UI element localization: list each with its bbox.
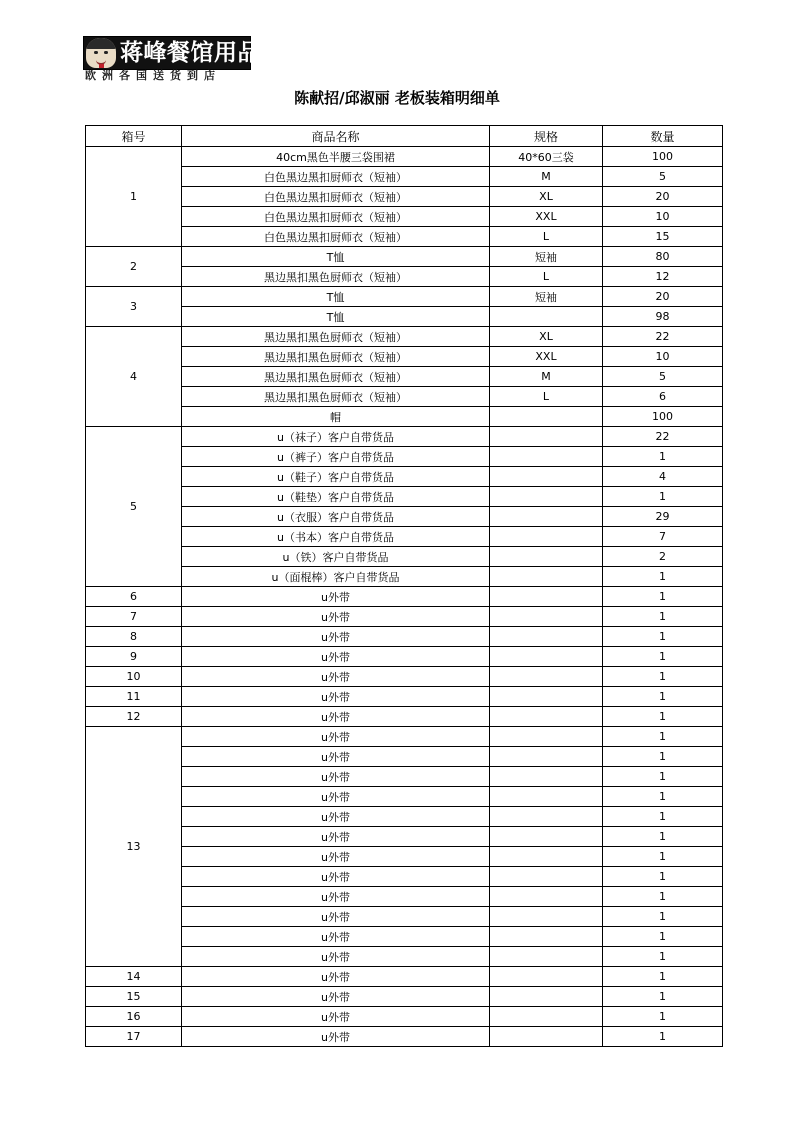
table-row [86,147,723,167]
product-name-cell: u（面棍棒）客户自带货品 [182,567,490,587]
specification-cell [490,507,603,527]
quantity-cell: 1 [603,487,723,507]
specification-cell: XL [490,187,603,207]
quantity-cell: 98 [603,307,723,327]
table-row [86,467,723,487]
specification-cell: XXL [490,207,603,227]
specification-cell [490,907,603,927]
table-row [86,447,723,467]
table-row [86,767,723,787]
specification-cell [490,687,603,707]
product-name-cell: 黑边黑扣黑色厨师衣（短袖） [182,387,490,407]
table-row [86,667,723,687]
specification-cell [490,647,603,667]
quantity-cell: 1 [603,827,723,847]
table-row [86,807,723,827]
quantity-cell: 80 [603,247,723,267]
product-name-cell: 黑边黑扣黑色厨师衣（短袖） [182,267,490,287]
quantity-cell: 15 [603,227,723,247]
product-name-cell: u外带 [182,907,490,927]
box-number-cell: 2 [86,247,182,287]
box-number-cell: 10 [86,667,182,687]
quantity-cell: 5 [603,167,723,187]
quantity-cell: 1 [603,947,723,967]
table-row [86,947,723,967]
specification-cell [490,827,603,847]
table-row [86,1007,723,1027]
quantity-cell: 2 [603,547,723,567]
header-quantity: 数量 [603,126,723,147]
table-header-row [86,126,723,147]
quantity-cell: 1 [603,687,723,707]
table-row [86,407,723,427]
table-row [86,647,723,667]
quantity-cell: 100 [603,147,723,167]
quantity-cell: 10 [603,347,723,367]
box-number-cell: 7 [86,607,182,627]
specification-cell [490,947,603,967]
quantity-cell: 6 [603,387,723,407]
specification-cell [490,307,603,327]
quantity-cell: 10 [603,207,723,227]
quantity-cell: 1 [603,607,723,627]
quantity-cell: 1 [603,807,723,827]
specification-cell: L [490,227,603,247]
specification-cell [490,1007,603,1027]
quantity-cell: 1 [603,1007,723,1027]
product-name-cell: u外带 [182,947,490,967]
quantity-cell: 1 [603,587,723,607]
quantity-cell: 1 [603,447,723,467]
table-row [86,1027,723,1047]
specification-cell [490,567,603,587]
specification-cell [490,867,603,887]
quantity-cell: 1 [603,727,723,747]
table-row [86,867,723,887]
quantity-cell: 7 [603,527,723,547]
table-row [86,987,723,1007]
quantity-cell: 1 [603,567,723,587]
box-number-cell: 9 [86,647,182,667]
specification-cell [490,447,603,467]
box-number-cell: 17 [86,1027,182,1047]
box-number-cell: 11 [86,687,182,707]
product-name-cell: u外带 [182,607,490,627]
quantity-cell: 29 [603,507,723,527]
table-row [86,927,723,947]
specification-cell [490,407,603,427]
product-name-cell: u外带 [182,687,490,707]
table-row [86,827,723,847]
product-name-cell: 白色黑边黑扣厨师衣（短袖） [182,207,490,227]
specification-cell [490,727,603,747]
table-row [86,527,723,547]
quantity-cell: 1 [603,787,723,807]
table-row [86,747,723,767]
product-name-cell: u外带 [182,927,490,947]
specification-cell [490,547,603,567]
box-number-cell: 16 [86,1007,182,1027]
quantity-cell: 1 [603,627,723,647]
logo-banner [83,36,261,70]
specification-cell [490,667,603,687]
quantity-cell: 22 [603,327,723,347]
specification-cell: L [490,267,603,287]
product-name-cell: T恤 [182,307,490,327]
table-row [86,507,723,527]
table-row [86,907,723,927]
packing-list-table [85,125,723,1047]
box-number-cell: 5 [86,427,182,587]
header-box-number: 箱号 [86,126,182,147]
table-row [86,847,723,867]
specification-cell [490,927,603,947]
table-row [86,247,723,267]
product-name-cell: 黑边黑扣黑色厨师衣（短袖） [182,367,490,387]
specification-cell [490,967,603,987]
specification-cell [490,627,603,647]
specification-cell: XXL [490,347,603,367]
box-number-cell: 12 [86,707,182,727]
product-name-cell: u外带 [182,747,490,767]
table-row [86,207,723,227]
quantity-cell: 1 [603,1027,723,1047]
table-row [86,327,723,347]
table-row [86,347,723,367]
product-name-cell: 白色黑边黑扣厨师衣（短袖） [182,227,490,247]
table-row [86,567,723,587]
specification-cell [490,427,603,447]
product-name-cell: u外带 [182,627,490,647]
product-name-cell: 白色黑边黑扣厨师衣（短袖） [182,167,490,187]
product-name-cell: u（鞋垫）客户自带货品 [182,487,490,507]
product-name-cell: u外带 [182,587,490,607]
specification-cell [490,767,603,787]
product-name-cell: u（裤子）客户自带货品 [182,447,490,467]
specification-cell [490,467,603,487]
product-name-cell: u外带 [182,767,490,787]
quantity-cell: 20 [603,187,723,207]
quantity-cell: 1 [603,987,723,1007]
product-name-cell: 黑边黑扣黑色厨师衣（短袖） [182,327,490,347]
logo-company-name: 蒋峰餐馆用品 [120,40,261,66]
specification-cell [490,787,603,807]
product-name-cell: u外带 [182,987,490,1007]
quantity-cell: 100 [603,407,723,427]
table-row [86,267,723,287]
specification-cell [490,607,603,627]
specification-cell [490,807,603,827]
product-name-cell: u外带 [182,827,490,847]
table-row [86,547,723,567]
quantity-cell: 22 [603,427,723,447]
quantity-cell: 1 [603,667,723,687]
product-name-cell: u外带 [182,647,490,667]
specification-cell: M [490,367,603,387]
product-name-cell: u外带 [182,867,490,887]
table-row [86,607,723,627]
quantity-cell: 1 [603,967,723,987]
product-name-cell: u外带 [182,1007,490,1027]
specification-cell: M [490,167,603,187]
product-name-cell: T恤 [182,247,490,267]
product-name-cell: u外带 [182,887,490,907]
table-row [86,227,723,247]
box-number-cell: 8 [86,627,182,647]
company-logo [83,36,261,84]
table-row [86,187,723,207]
quantity-cell: 1 [603,847,723,867]
product-name-cell: u（鞋子）客户自带货品 [182,467,490,487]
quantity-cell: 1 [603,767,723,787]
table-row [86,387,723,407]
quantity-cell: 1 [603,887,723,907]
product-name-cell: u外带 [182,847,490,867]
specification-cell: L [490,387,603,407]
specification-cell [490,847,603,867]
product-name-cell: u外带 [182,967,490,987]
table-row [86,307,723,327]
table-row [86,687,723,707]
quantity-cell: 12 [603,267,723,287]
product-name-cell: 帽 [182,407,490,427]
table-row [86,627,723,647]
logo-tagline: 欧洲各国送货到店 [85,69,221,82]
quantity-cell: 5 [603,367,723,387]
header-specification: 规格 [490,126,603,147]
quantity-cell: 4 [603,467,723,487]
table-row [86,427,723,447]
specification-cell [490,887,603,907]
product-name-cell: u外带 [182,667,490,687]
chef-portrait-icon [86,38,116,68]
product-name-cell: u外带 [182,1027,490,1047]
product-name-cell: u（铁）客户自带货品 [182,547,490,567]
quantity-cell: 1 [603,907,723,927]
specification-cell [490,587,603,607]
product-name-cell: u（袜子）客户自带货品 [182,427,490,447]
table-row [86,367,723,387]
specification-cell [490,987,603,1007]
quantity-cell: 1 [603,747,723,767]
product-name-cell: 黑边黑扣黑色厨师衣（短袖） [182,347,490,367]
specification-cell [490,1027,603,1047]
quantity-cell: 1 [603,707,723,727]
table-row [86,787,723,807]
header-product-name: 商品名称 [182,126,490,147]
specification-cell [490,487,603,507]
specification-cell [490,527,603,547]
quantity-cell: 1 [603,647,723,667]
product-name-cell: 白色黑边黑扣厨师衣（短袖） [182,187,490,207]
specification-cell [490,707,603,727]
table-row [86,587,723,607]
specification-cell: 短袖 [490,287,603,307]
specification-cell: 40*60三袋 [490,147,603,167]
specification-cell [490,747,603,767]
table-row [86,967,723,987]
box-number-cell: 4 [86,327,182,427]
product-name-cell: T恤 [182,287,490,307]
table-row [86,287,723,307]
product-name-cell: u外带 [182,807,490,827]
product-name-cell: u外带 [182,787,490,807]
table-row [86,707,723,727]
box-number-cell: 6 [86,587,182,607]
specification-cell: 短袖 [490,247,603,267]
table-row [86,487,723,507]
product-name-cell: u外带 [182,707,490,727]
box-number-cell: 15 [86,987,182,1007]
table-row [86,887,723,907]
product-name-cell: u外带 [182,727,490,747]
box-number-cell: 3 [86,287,182,327]
box-number-cell: 14 [86,967,182,987]
product-name-cell: u（书本）客户自带货品 [182,527,490,547]
document-title: 陈献招/邱淑丽 老板装箱明细单 [294,89,500,107]
specification-cell: XL [490,327,603,347]
box-number-cell: 13 [86,727,182,967]
product-name-cell: 40cm黑色半腰三袋围裙 [182,147,490,167]
table-body [86,147,723,1047]
quantity-cell: 1 [603,867,723,887]
quantity-cell: 1 [603,927,723,947]
box-number-cell: 1 [86,147,182,247]
table-row [86,727,723,747]
quantity-cell: 20 [603,287,723,307]
table-row [86,167,723,187]
product-name-cell: u（衣服）客户自带货品 [182,507,490,527]
